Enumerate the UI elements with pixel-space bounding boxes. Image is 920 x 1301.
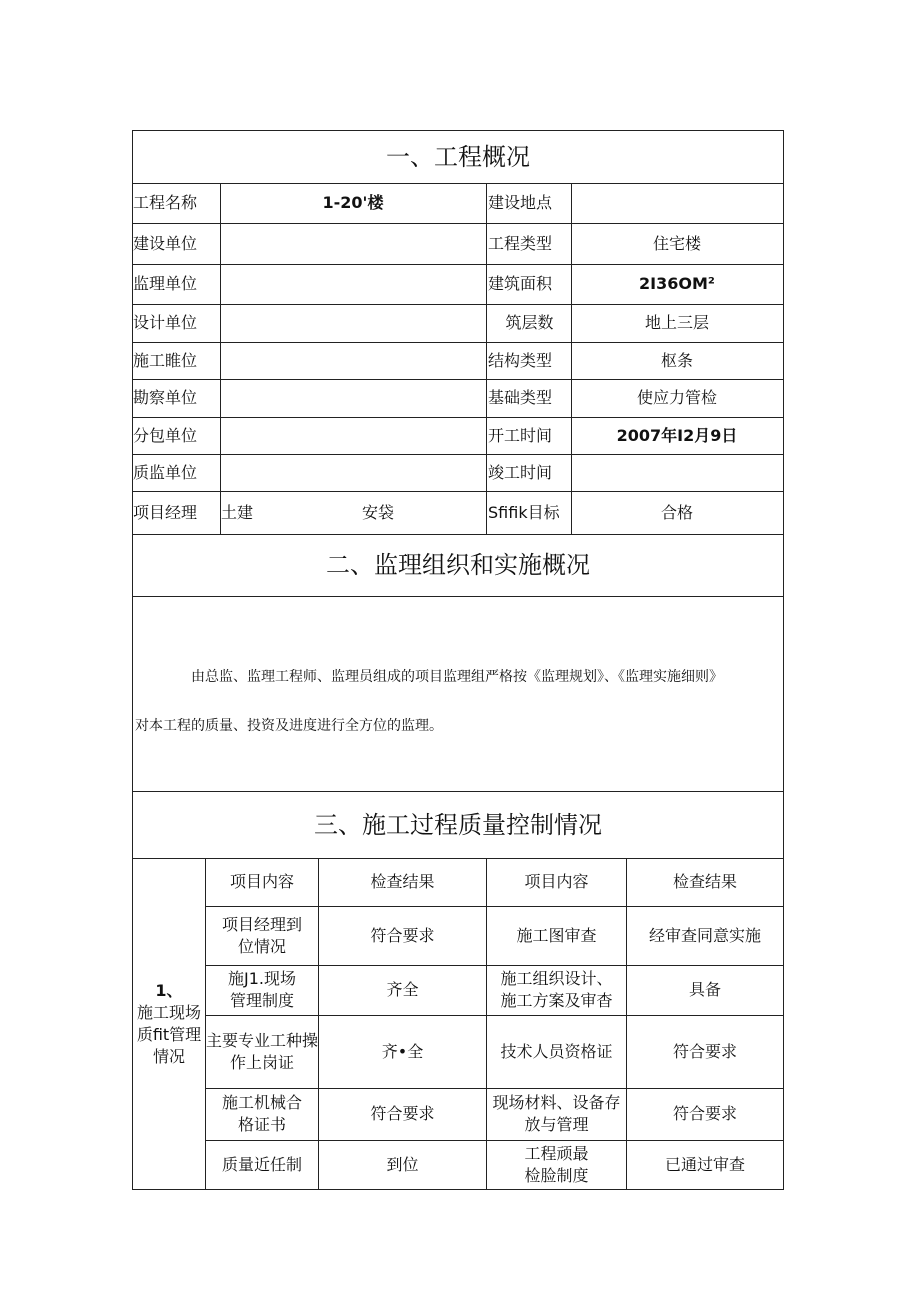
result-cell: 具备 (688, 980, 721, 999)
section2-title: 二、监理组织和实施概况 (326, 551, 590, 579)
row-value (220, 454, 486, 491)
row-value (220, 223, 486, 264)
result-cell: 经审查同意实施 (648, 925, 761, 945)
item-line: 检脸制度 (524, 1165, 589, 1185)
row-label: 勘察单位 (133, 388, 198, 407)
header-cell: 检查结果 (672, 872, 737, 891)
result-cell: 符合要求 (672, 1104, 737, 1123)
item-cell (206, 1015, 318, 1088)
row-label: 竣工时间 (488, 462, 553, 482)
row-label: 施工睢位 (133, 350, 198, 370)
row-value (571, 183, 783, 223)
item-line: 现场材料、设备存 (492, 1093, 621, 1112)
item-line: 施工机械合 (221, 1093, 302, 1112)
row-value (571, 454, 783, 491)
row-label: 建设地点 (488, 193, 553, 212)
row-value (220, 379, 486, 417)
row-label: 监理单位 (133, 274, 198, 293)
item-cell (206, 1140, 318, 1189)
item-line: 施工图审查 (516, 925, 597, 945)
item-cell (487, 906, 626, 965)
header-cell: 项目内容 (524, 872, 589, 891)
row-value: 2007年I2月9日 (616, 425, 738, 445)
row-label: Sfifik目标 (488, 502, 560, 522)
result-cell: 齐全 (386, 980, 419, 999)
paragraph-line: 由总监、监理工程师、监理员组成的项目监理组严格按《监理规划》、《监理实施细则》 (191, 669, 723, 685)
section1-title: 一、工程概况 (386, 143, 530, 171)
group-label-line: 情况 (152, 1046, 185, 1066)
paragraph-line: 对本工程的质量、投资及进度进行全方位的监理。 (135, 718, 443, 734)
row-label: 结构类型 (488, 350, 553, 370)
row-label: 开工时间 (488, 425, 553, 445)
header-cell: 项目内容 (229, 872, 294, 891)
section3-title: 三、施工过程质量控制情况 (314, 810, 602, 839)
row-label: 项目经理 (133, 502, 198, 522)
row-value (220, 342, 486, 379)
row-label: 建设单位 (133, 233, 198, 253)
result-cell: 到位 (386, 1154, 419, 1174)
item-line: 施J1.现场 (228, 969, 296, 988)
row-value: 1-20'楼 (322, 193, 384, 212)
item-cell (487, 1088, 626, 1140)
header-cell: 检查结果 (370, 872, 435, 891)
row-value: 土建 (221, 502, 254, 522)
result-cell: 已通过审查 (664, 1154, 745, 1174)
row-label: 筑层数 (505, 313, 554, 332)
result-cell: 符合要求 (370, 925, 435, 945)
row-value: 合格 (660, 502, 693, 522)
inspection-report-table (132, 130, 784, 1190)
row-value: 安袋 (362, 502, 395, 522)
row-label: 工程名称 (133, 193, 198, 212)
result-cell: 符合要求 (672, 1041, 737, 1061)
item-cell (206, 965, 318, 1015)
result-cell: 符合要求 (370, 1104, 435, 1123)
row-value: 地上三层 (644, 313, 709, 332)
item-cell (206, 1088, 318, 1140)
item-line: 工程顽最 (524, 1143, 589, 1163)
item-line: 位情况 (237, 936, 286, 956)
divider (486, 183, 487, 534)
item-line: 作上岗证 (229, 1052, 294, 1072)
row-value: 住宅楼 (652, 233, 701, 253)
row-label: 分包单位 (133, 425, 198, 445)
row-value: 使应力管检 (636, 388, 717, 407)
item-line: 施工组织设计、 (500, 969, 613, 988)
item-line: 技术人员资格证 (500, 1041, 613, 1061)
item-line: 质量近任制 (221, 1154, 302, 1174)
row-value: 枢条 (660, 350, 693, 370)
result-cell: 齐•全 (381, 1041, 424, 1061)
group-label-line: 1、 (155, 980, 183, 1000)
group-label-line: 质fit管理 (136, 1024, 202, 1044)
row-label: 基础类型 (488, 388, 553, 407)
item-line: 格证书 (237, 1115, 286, 1134)
row-value (220, 304, 486, 342)
group-label-line: 施工现场 (136, 1002, 201, 1022)
item-line: 项目经理到 (221, 914, 302, 934)
item-line: 放与管理 (524, 1115, 589, 1134)
item-line: 管理制度 (229, 991, 294, 1010)
item-cell (487, 1140, 626, 1189)
row-value (220, 264, 486, 304)
item-cell (487, 1015, 626, 1088)
item-cell (206, 906, 318, 965)
row-label: 建筑面积 (488, 274, 553, 293)
row-value: 2I36OM² (639, 274, 715, 293)
row-value (220, 417, 486, 454)
item-line: 主要专业工种操 (206, 1030, 319, 1050)
row-label: 质监单位 (133, 462, 198, 482)
row-label: 设计单位 (133, 313, 198, 332)
item-cell (487, 965, 626, 1015)
group-label (133, 858, 205, 1189)
item-line: 施工方案及审杳 (500, 991, 613, 1010)
row-label: 工程类型 (488, 233, 553, 253)
divider (133, 596, 783, 597)
